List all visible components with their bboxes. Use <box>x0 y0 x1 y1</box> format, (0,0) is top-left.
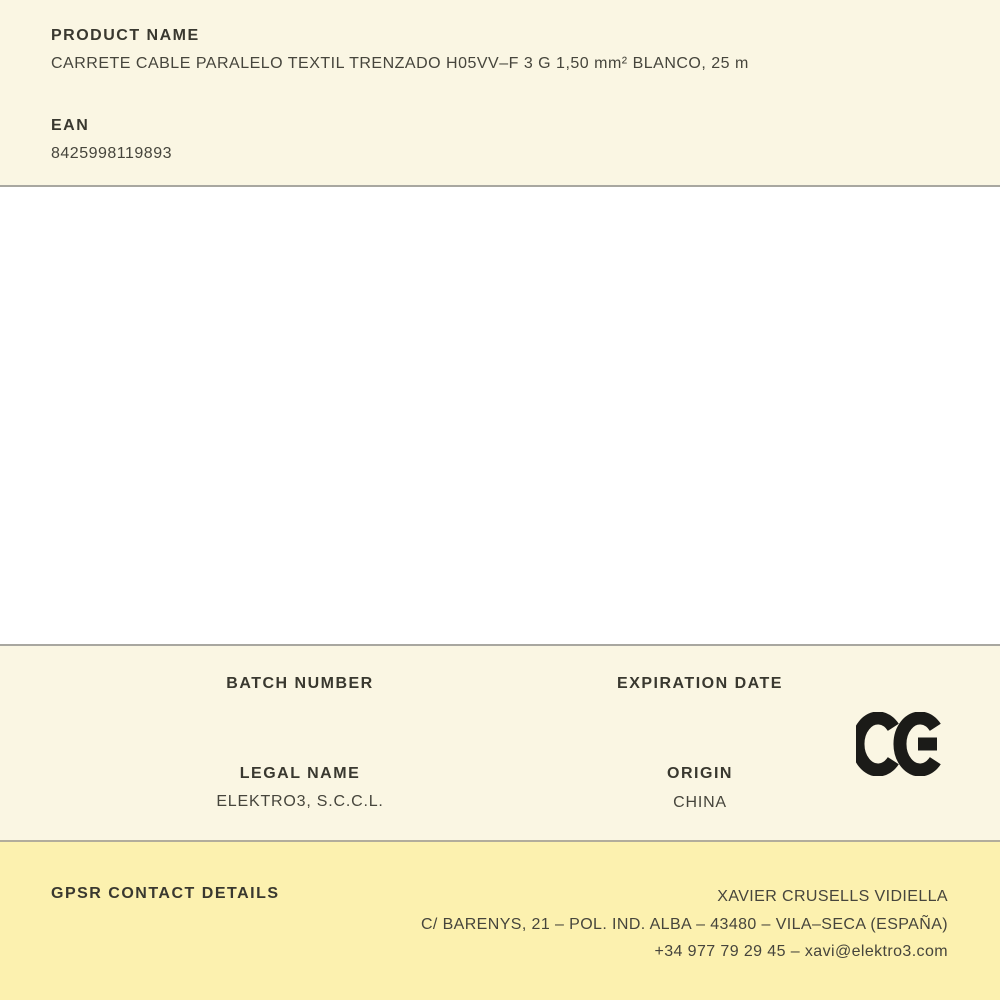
gpsr-contact-block <box>421 883 948 966</box>
contact-address: C/ BARENYS, 21 – POL. IND. ALBA – 43480 – VILA–SECA (ESPAÑA) <box>420 915 948 933</box>
legal-name-value: ELEKTRO3, S.C.C.L. <box>216 793 384 810</box>
contact-phone-email: +34 977 79 29 45 – xavi@elektro3.com <box>654 943 948 961</box>
expiration-date-label: EXPIRATION DATE <box>617 675 783 692</box>
product-name-value: CARRETE CABLE PARALELO TEXTIL TRENZADO H05VV–F 3 G 1,50 mm² BLANCO, 25 m <box>51 55 749 72</box>
gpsr-contact-section <box>0 842 1000 1000</box>
origin-label: ORIGIN <box>667 765 733 782</box>
blank-spacer-section <box>0 187 1000 644</box>
batch-origin-section <box>0 644 1000 842</box>
product-name-label: PRODUCT NAME <box>51 27 200 44</box>
batch-number-label: BATCH NUMBER <box>226 675 374 692</box>
ce-mark-icon <box>856 712 942 776</box>
contact-person-name: XAVIER CRUSELLS VIDIELLA <box>717 888 948 905</box>
origin-value: CHINA <box>673 794 727 811</box>
legal-name-label: LEGAL NAME <box>239 765 361 782</box>
gpsr-contact-details-label: GPSR CONTACT DETAILS <box>51 885 280 902</box>
ean-value: 8425998119893 <box>51 145 172 162</box>
product-info-section <box>0 0 1000 187</box>
ean-label: EAN <box>51 117 90 134</box>
